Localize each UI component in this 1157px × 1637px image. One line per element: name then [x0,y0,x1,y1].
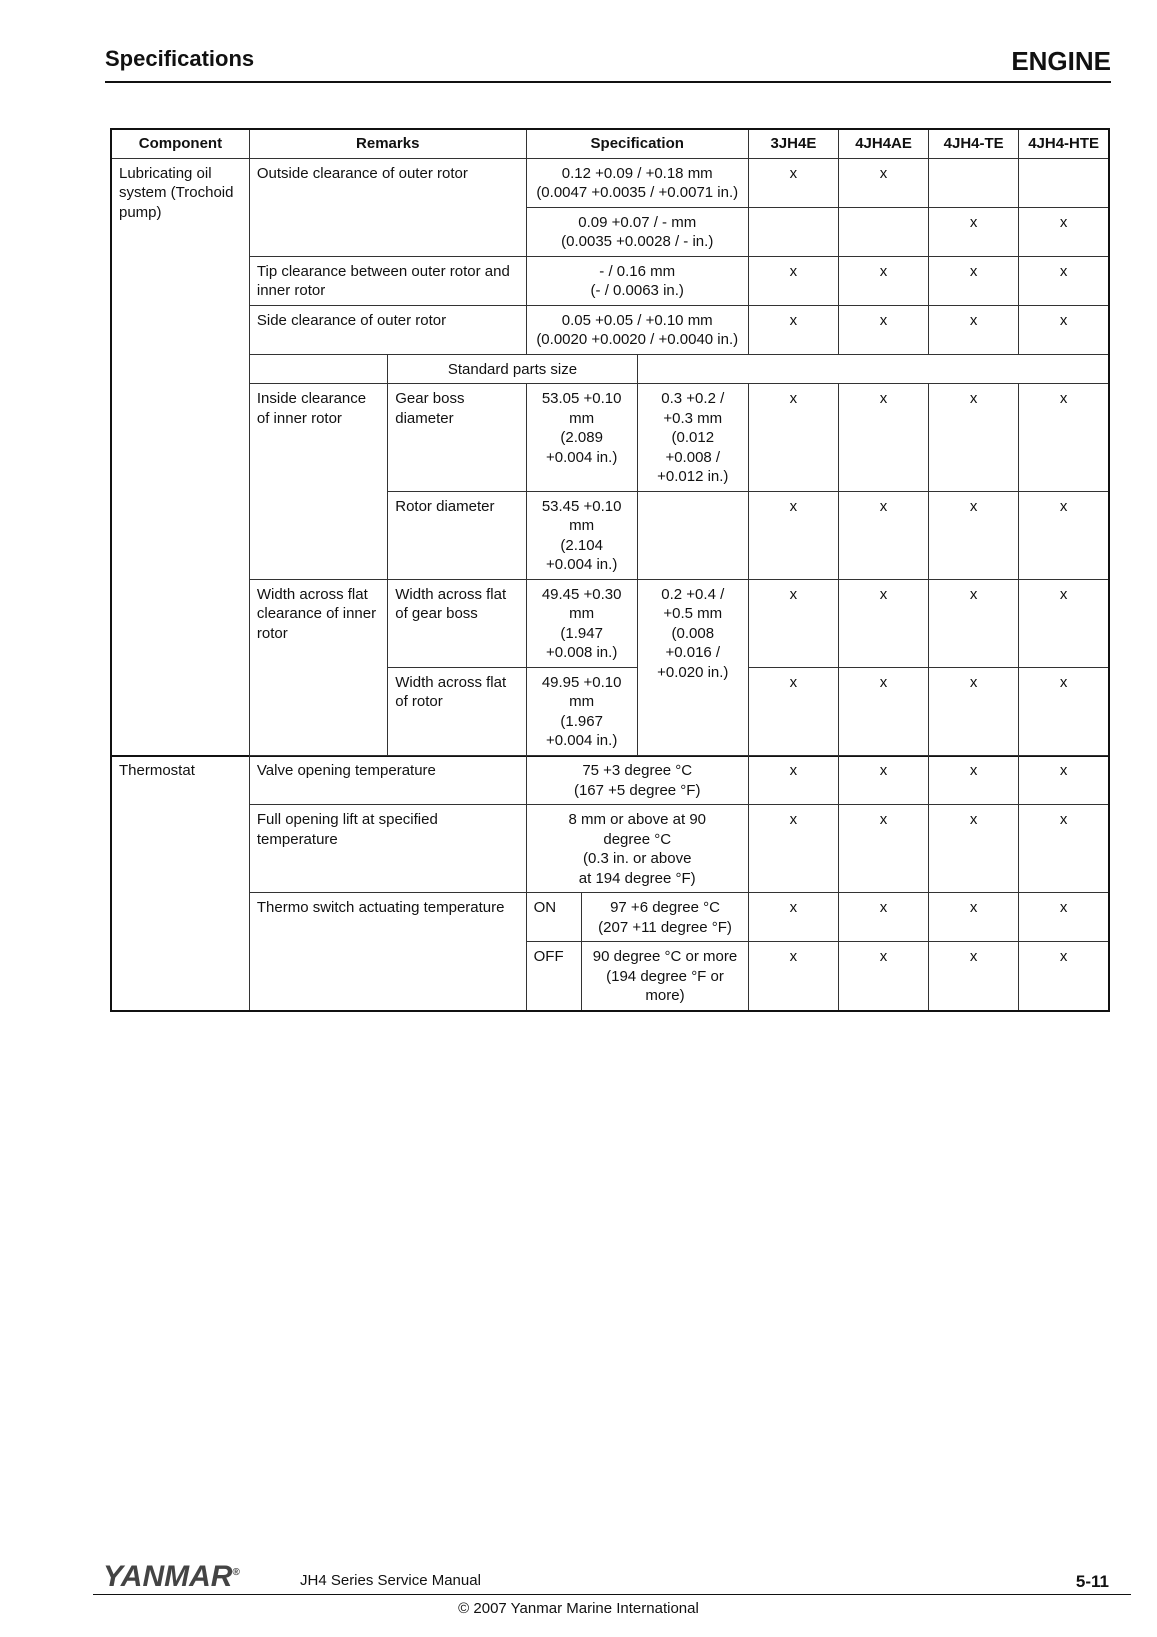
mark-cell: x [838,158,928,207]
mark-cell: x [748,158,838,207]
mark-cell: x [1019,579,1109,667]
spec-switch-off: 90 degree °C or more (194 degree °F or more) [582,942,749,1011]
mark-cell: x [838,305,928,354]
remark-full-opening-lift: Full opening lift at specified temperature [249,805,526,893]
mark-cell: x [929,384,1019,492]
size-width-rotor: 49.95 +0.10 mm (1.967 +0.004 in.) [526,667,637,756]
spec-inside-clearance: 0.3 +0.2 / +0.3 mm (0.012 +0.008 / +0.012 in.) [637,384,748,492]
specifications-table [110,128,1110,757]
spec-outer-rotor-b: 0.09 +0.07 / - mm (0.0035 +0.0028 / - in.) [526,207,748,256]
mark-cell: x [929,667,1019,756]
mark-cell: x [929,942,1019,1011]
mark-cell: x [1019,667,1109,756]
mark-cell: x [929,305,1019,354]
header-model-3jh4e: 3JH4E [748,129,838,158]
mark-cell: x [1019,384,1109,492]
mark-cell: x [1019,756,1109,805]
component-thermostat: Thermostat [111,756,249,1011]
switch-off-label: OFF [526,942,582,1011]
standard-parts-size-label: Standard parts size [388,354,637,384]
mark-cell: x [748,942,838,1011]
mark-cell: x [748,579,838,667]
remark-side-clearance: Side clearance of outer rotor [249,305,526,354]
spec-outer-rotor-a: 0.12 +0.09 / +0.18 mm (0.0047 +0.0035 / +0.0071 in.) [526,158,748,207]
subremark-width-rotor: Width across flat of rotor [388,667,526,756]
remark-valve-opening: Valve opening temperature [249,756,526,805]
mark-cell: x [748,256,838,305]
table-row [111,805,1109,893]
remark-thermo-switch: Thermo switch actuating temperature [249,893,526,1011]
header-model-4jh4-hte: 4JH4-HTE [1019,129,1109,158]
table-row [111,354,1109,384]
mark-cell: x [929,756,1019,805]
spec-side-clearance: 0.05 +0.05 / +0.10 mm (0.0020 +0.0020 / +0.0040 in.) [526,305,748,354]
registered-mark: ® [232,1567,240,1578]
mark-cell: x [929,805,1019,893]
mark-cell: x [1019,893,1109,942]
mark-cell: x [748,305,838,354]
mark-cell: x [838,384,928,492]
mark-cell: x [929,207,1019,256]
mark-cell: x [929,491,1019,579]
mark-cell: x [1019,942,1109,1011]
mark-cell: x [838,942,928,1011]
page-number: 5-11 [1075,1572,1109,1591]
empty-cell [929,158,1019,207]
empty-cell [838,207,928,256]
mark-cell: x [748,756,838,805]
empty-cell [249,354,387,384]
copyright: © 2007 Yanmar Marine International [458,1600,699,1617]
size-gear-boss-diameter: 53.05 +0.10 mm (2.089 +0.004 in.) [526,384,637,492]
mark-cell: x [748,805,838,893]
mark-cell: x [1019,207,1109,256]
empty-cell [748,207,838,256]
switch-on-label: ON [526,893,582,942]
empty-cell [1019,158,1109,207]
subremark-rotor-diameter: Rotor diameter [388,491,526,579]
mark-cell: x [1019,305,1109,354]
remark-tip-clearance: Tip clearance between outer rotor and inner rotor [249,256,526,305]
page-header-title: Specifications [105,46,255,71]
table-row [111,305,1109,354]
mark-cell: x [929,256,1019,305]
spec-width-across-flat: 0.2 +0.4 / +0.5 mm (0.008 +0.016 / +0.020 in.) [637,579,748,756]
manual-title: JH4 Series Service Manual [300,1572,481,1589]
subremark-gear-boss-diameter: Gear boss diameter [388,384,526,492]
table-row [111,893,1109,942]
table-row [111,384,1109,492]
mark-cell: x [838,667,928,756]
thermostat-table [110,755,1110,1012]
mark-cell: x [1019,805,1109,893]
spec-valve-opening: 75 +3 degree °C (167 +5 degree °F) [526,756,748,805]
spec-tip-clearance: - / 0.16 mm (- / 0.0063 in.) [526,256,748,305]
mark-cell: x [838,893,928,942]
spec-switch-on: 97 +6 degree °C (207 +11 degree °F) [582,893,749,942]
mark-cell: x [748,893,838,942]
mark-cell: x [748,384,838,492]
mark-cell: x [838,756,928,805]
mark-cell: x [748,491,838,579]
spec-full-opening-lift: 8 mm or above at 90 degree °C (0.3 in. or above at 194 degree °F) [526,805,748,893]
logo-text: YANMAR [103,1560,233,1593]
table-header-row [111,129,1109,158]
mark-cell: x [929,893,1019,942]
header-component: Component [111,129,249,158]
yanmar-logo [103,1560,240,1594]
subremark-width-gear-boss: Width across flat of gear boss [388,579,526,667]
header-specification: Specification [526,129,748,158]
size-width-gear-boss: 49.45 +0.30 mm (1.947 +0.008 in.) [526,579,637,667]
mark-cell: x [838,579,928,667]
table-row [111,579,1109,667]
table-row [111,756,1109,805]
mark-cell: x [748,667,838,756]
header-model-4jh4ae: 4JH4AE [838,129,928,158]
remark-width-across-flat: Width across flat clearance of inner rotor [249,579,387,756]
size-rotor-diameter: 53.45 +0.10 mm (2.104 +0.004 in.) [526,491,637,579]
table-row [111,256,1109,305]
mark-cell: x [838,491,928,579]
mark-cell: x [929,579,1019,667]
table-row [111,158,1109,207]
mark-cell: x [838,256,928,305]
mark-cell: x [1019,256,1109,305]
empty-cell [637,354,1109,384]
mark-cell: x [838,805,928,893]
remark-outer-rotor: Outside clearance of outer rotor [249,158,526,256]
empty-cell [637,491,748,579]
header-remarks: Remarks [249,129,526,158]
page-header-section: ENGINE [1011,46,1111,76]
header-model-4jh4-te: 4JH4-TE [929,129,1019,158]
footer-rule [93,1594,1131,1595]
mark-cell: x [1019,491,1109,579]
remark-inside-clearance: Inside clearance of inner rotor [249,384,387,580]
component-lubrication: Lubricating oil system (Trochoid pump) [111,158,249,756]
header-rule [105,81,1111,83]
